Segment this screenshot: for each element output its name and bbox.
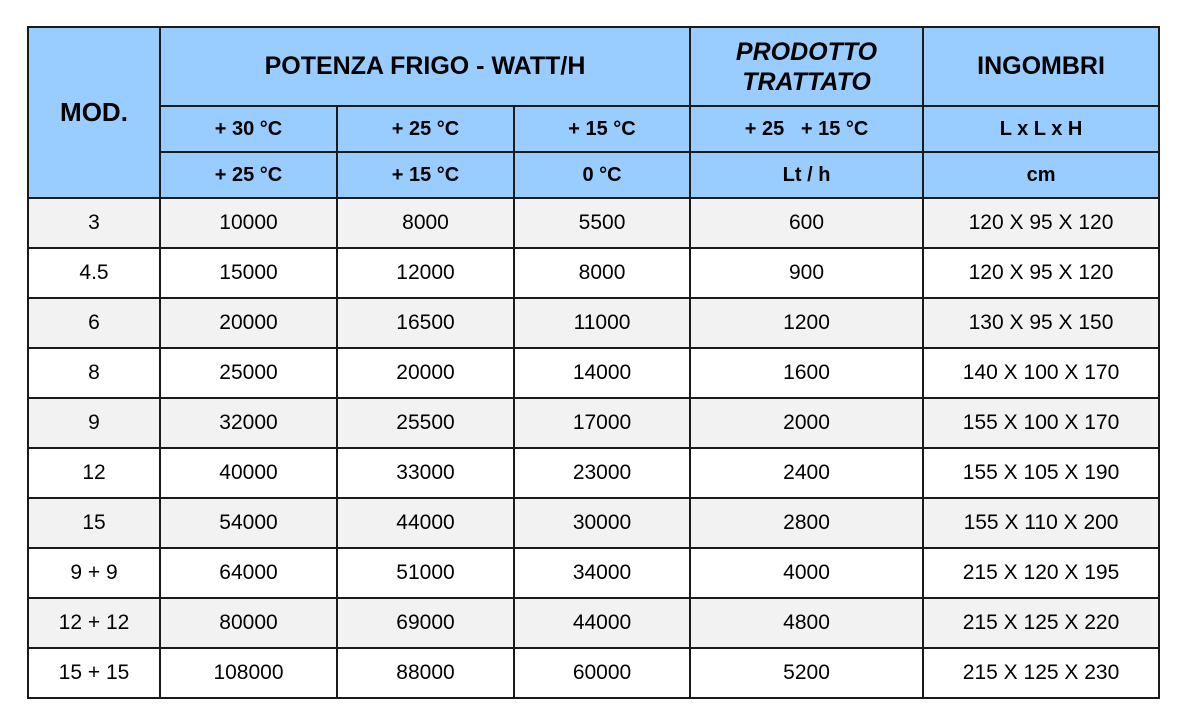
table-row	[28, 448, 1159, 498]
cell-prodotto-lt-h: 1200	[690, 298, 923, 348]
header-prodotto-line2: TRATTATO	[742, 67, 871, 96]
header-sub1-cell: L x L x H	[923, 106, 1159, 152]
table-row	[28, 498, 1159, 548]
cell-potenza-25-15: 16500	[337, 298, 514, 348]
header-sub2-cell: cm	[923, 152, 1159, 198]
header-sub2-cell: Lt / h	[690, 152, 923, 198]
cell-ingombri: 155 X 110 X 200	[923, 498, 1159, 548]
cell-prodotto-lt-h: 5200	[690, 648, 923, 698]
header-prodotto	[690, 27, 923, 106]
cell-ingombri: 130 X 95 X 150	[923, 298, 1159, 348]
cell-potenza-15-0: 34000	[514, 548, 690, 598]
cell-potenza-25-15: 44000	[337, 498, 514, 548]
cell-potenza-25-15: 88000	[337, 648, 514, 698]
cell-potenza-25-15: 51000	[337, 548, 514, 598]
cell-mod: 9 + 9	[28, 548, 160, 598]
cell-potenza-25-15: 8000	[337, 198, 514, 248]
cell-potenza-15-0: 30000	[514, 498, 690, 548]
cell-potenza-15-0: 11000	[514, 298, 690, 348]
spec-table	[27, 26, 1160, 699]
cell-potenza-30-25: 25000	[160, 348, 337, 398]
table-row	[28, 348, 1159, 398]
cell-potenza-30-25: 32000	[160, 398, 337, 448]
cell-potenza-25-15: 69000	[337, 598, 514, 648]
cell-ingombri: 120 X 95 X 120	[923, 248, 1159, 298]
cell-ingombri: 215 X 125 X 220	[923, 598, 1159, 648]
header-sub1-cell: + 15 °C	[514, 106, 690, 152]
table-row	[28, 398, 1159, 448]
table-row	[28, 548, 1159, 598]
cell-prodotto-lt-h: 2800	[690, 498, 923, 548]
cell-potenza-30-25: 10000	[160, 198, 337, 248]
header-sub2-cell: + 25 °C	[160, 152, 337, 198]
header-sub2-cell: 0 °C	[514, 152, 690, 198]
table-row	[28, 298, 1159, 348]
table-body	[28, 198, 1159, 698]
header-sub2-cell: + 15 °C	[337, 152, 514, 198]
table-row	[28, 648, 1159, 698]
cell-potenza-25-15: 12000	[337, 248, 514, 298]
cell-mod: 8	[28, 348, 160, 398]
cell-potenza-30-25: 108000	[160, 648, 337, 698]
cell-ingombri: 155 X 105 X 190	[923, 448, 1159, 498]
cell-potenza-30-25: 15000	[160, 248, 337, 298]
header-potenza: POTENZA FRIGO - WATT/H	[160, 27, 690, 106]
cell-mod: 9	[28, 398, 160, 448]
cell-potenza-15-0: 14000	[514, 348, 690, 398]
cell-mod: 12 + 12	[28, 598, 160, 648]
header-prodotto-line1: PRODOTTO	[735, 37, 878, 66]
cell-ingombri: 155 X 100 X 170	[923, 398, 1159, 448]
cell-potenza-25-15: 20000	[337, 348, 514, 398]
table-header	[28, 27, 1159, 198]
cell-potenza-15-0: 5500	[514, 198, 690, 248]
cell-potenza-15-0: 8000	[514, 248, 690, 298]
cell-potenza-30-25: 80000	[160, 598, 337, 648]
cell-potenza-30-25: 64000	[160, 548, 337, 598]
cell-mod: 4.5	[28, 248, 160, 298]
cell-mod: 15	[28, 498, 160, 548]
cell-potenza-15-0: 23000	[514, 448, 690, 498]
header-row-sub1	[28, 106, 1159, 152]
cell-potenza-30-25: 20000	[160, 298, 337, 348]
cell-potenza-15-0: 17000	[514, 398, 690, 448]
header-sub1-cell: + 25 °C	[337, 106, 514, 152]
header-row-top	[28, 27, 1159, 106]
cell-prodotto-lt-h: 2000	[690, 398, 923, 448]
header-mod: MOD.	[28, 27, 160, 198]
cell-prodotto-lt-h: 4000	[690, 548, 923, 598]
cell-ingombri: 120 X 95 X 120	[923, 198, 1159, 248]
header-sub1-cell: + 25 + 15 °C	[690, 106, 923, 152]
cell-prodotto-lt-h: 900	[690, 248, 923, 298]
cell-potenza-30-25: 54000	[160, 498, 337, 548]
table-row	[28, 198, 1159, 248]
cell-mod: 6	[28, 298, 160, 348]
cell-mod: 12	[28, 448, 160, 498]
cell-mod: 15 + 15	[28, 648, 160, 698]
cell-potenza-30-25: 40000	[160, 448, 337, 498]
cell-potenza-25-15: 25500	[337, 398, 514, 448]
cell-mod: 3	[28, 198, 160, 248]
cell-potenza-15-0: 44000	[514, 598, 690, 648]
cell-prodotto-lt-h: 600	[690, 198, 923, 248]
cell-prodotto-lt-h: 2400	[690, 448, 923, 498]
header-ingombri: INGOMBRI	[923, 27, 1159, 106]
table-row	[28, 598, 1159, 648]
header-sub1-cell: + 30 °C	[160, 106, 337, 152]
cell-potenza-25-15: 33000	[337, 448, 514, 498]
cell-prodotto-lt-h: 4800	[690, 598, 923, 648]
table-row	[28, 248, 1159, 298]
cell-prodotto-lt-h: 1600	[690, 348, 923, 398]
header-row-sub2	[28, 152, 1159, 198]
cell-ingombri: 140 X 100 X 170	[923, 348, 1159, 398]
cell-potenza-15-0: 60000	[514, 648, 690, 698]
cell-ingombri: 215 X 120 X 195	[923, 548, 1159, 598]
cell-ingombri: 215 X 125 X 230	[923, 648, 1159, 698]
